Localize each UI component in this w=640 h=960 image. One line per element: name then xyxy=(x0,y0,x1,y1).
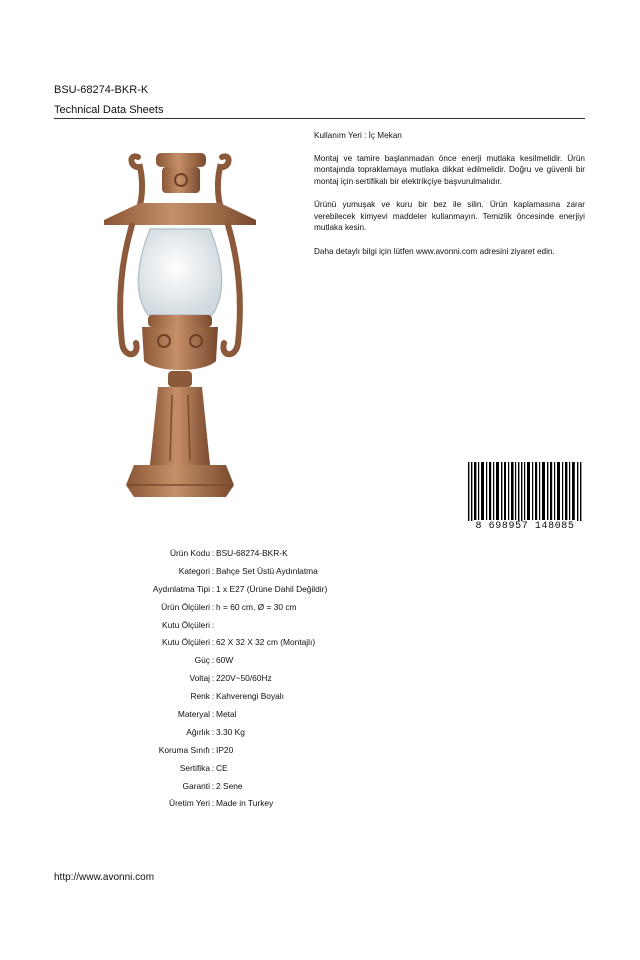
spec-value: 62 X 32 X 32 cm (Montajlı) xyxy=(216,637,316,648)
spec-separator: : xyxy=(211,601,215,612)
spec-value: Bahçe Set Üstü Aydınlatma xyxy=(216,565,318,576)
spec-label: Materyal xyxy=(177,708,210,719)
product-code-heading: BSU-68274-BKR-K xyxy=(54,84,149,96)
spec-row-category xyxy=(60,562,580,580)
spec-label: Ürün Kodu xyxy=(169,547,210,558)
spec-label: Sertifika xyxy=(179,762,210,773)
spec-value: BSU-68274-BKR-K xyxy=(216,547,288,558)
spec-row-origin xyxy=(60,794,580,812)
spec-row-voltage xyxy=(60,669,580,687)
spec-label: Aydınlatma Tipi xyxy=(152,583,210,594)
spec-separator: : xyxy=(211,691,215,702)
spec-label: Kategori xyxy=(178,565,210,576)
spec-value: 3.30 Kg xyxy=(216,726,245,737)
spec-label: Renk xyxy=(190,691,210,702)
spec-value: Made in Turkey xyxy=(216,798,274,809)
spec-label: Ağırlık xyxy=(186,726,210,737)
spec-label: Üretim Yeri xyxy=(169,798,210,809)
info-paragraph: Daha detaylı bilgi için lütfen www.avonni.com adresini ziyaret edin. xyxy=(314,246,555,256)
spec-separator: : xyxy=(211,798,215,809)
spec-label: Ürün Ölçüleri xyxy=(161,601,210,612)
safety-paragraph: Montaj ve tamire başlanmadan önce enerji mutlaka kesilmelidir. Ürün montajında topraklamaya mutlaka dikkat edilmelidir. Doğru ve güvenli bir montaj için sertifikalı bir elektrikçiye başvurulmalıdır. xyxy=(314,153,585,186)
spec-label: Kutu Ölçüleri xyxy=(162,637,210,648)
product-image-lantern xyxy=(100,145,265,505)
spec-separator: : xyxy=(211,708,215,719)
spec-row-lighting-type xyxy=(60,580,580,598)
spec-row-weight xyxy=(60,723,580,741)
barcode-number: 8 698957 148085 xyxy=(466,521,584,532)
spec-separator: : xyxy=(211,726,215,737)
spec-separator: : xyxy=(211,565,215,576)
spec-separator: : xyxy=(211,780,215,791)
spec-value: 220V~50/60Hz xyxy=(216,673,272,684)
spec-separator: : xyxy=(211,637,215,648)
spec-separator: : xyxy=(211,583,215,594)
spec-label: Garanti xyxy=(182,780,210,791)
spec-row-product-dimensions xyxy=(60,598,580,616)
footer-website-link[interactable]: http://www.avonni.com xyxy=(54,872,155,883)
spec-value: CE xyxy=(216,762,228,773)
spec-row-certificate xyxy=(60,759,580,777)
spec-label: Voltaj xyxy=(189,673,210,684)
spec-row-box-dimensions-empty xyxy=(60,616,580,634)
spec-row-warranty xyxy=(60,777,580,795)
spec-value: Metal xyxy=(216,708,237,719)
spec-row-product-code xyxy=(60,544,580,562)
spec-value: Kahverengi Boyalı xyxy=(216,691,284,702)
spec-row-box-dimensions xyxy=(60,633,580,651)
spec-value: 1 x E27 (Ürüne Dahil Değildir) xyxy=(216,583,328,594)
spec-value: IP20 xyxy=(216,744,234,755)
usage-place: Kullanım Yeri : İç Mekan xyxy=(314,131,402,140)
spec-label: Kutu Ölçüleri xyxy=(162,619,210,630)
usage-instructions xyxy=(314,130,585,269)
spec-separator: : xyxy=(211,762,215,773)
header-divider xyxy=(54,118,585,119)
spec-row-protection-class xyxy=(60,741,580,759)
spec-row-power xyxy=(60,651,580,669)
spec-value: h = 60 cm, Ø = 30 cm xyxy=(216,601,297,612)
spec-separator: : xyxy=(211,547,215,558)
spec-separator: : xyxy=(211,673,215,684)
spec-value: 2 Sene xyxy=(216,780,243,791)
cleaning-paragraph: Ürünü yumuşak ve kuru bir bez ile silin. Ürün kaplamasına zarar verebilecek kimyevi maddeler kullanmayın. Temizlik öncesinde enerjiyi mutlaka kesin. xyxy=(314,200,585,232)
spec-row-material xyxy=(60,705,580,723)
spec-separator: : xyxy=(211,744,215,755)
spec-label: Güç xyxy=(194,655,210,666)
spec-separator: : xyxy=(211,655,215,666)
specifications-table xyxy=(60,544,580,812)
spec-value: 60W xyxy=(216,655,234,666)
spec-separator: : xyxy=(211,619,215,630)
spec-label: Koruma Sınıfı xyxy=(158,744,210,755)
spec-row-color xyxy=(60,687,580,705)
document-subtitle: Technical Data Sheets xyxy=(54,104,164,116)
